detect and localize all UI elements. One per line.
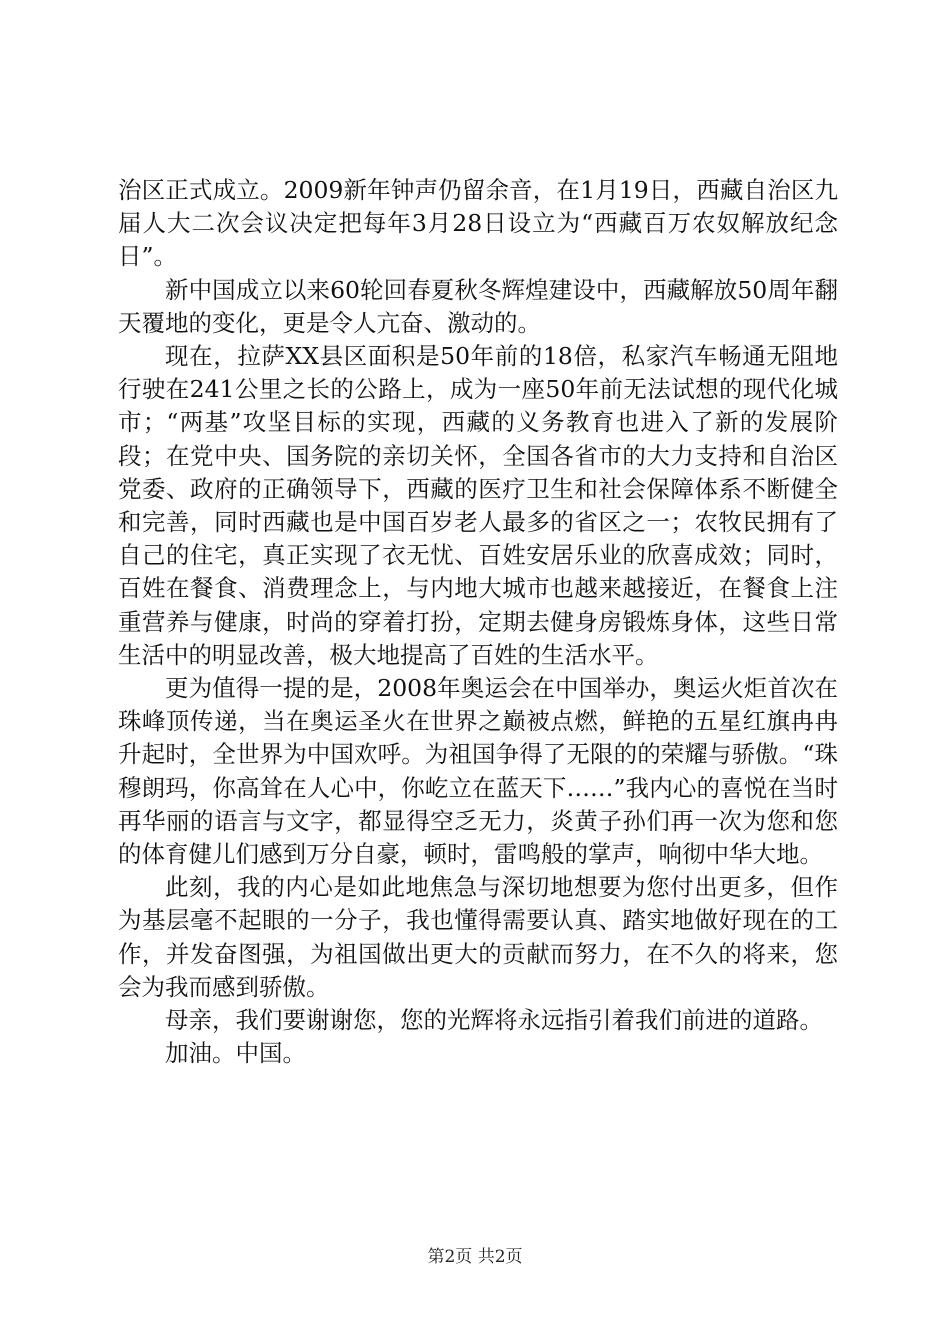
paragraph-6: 母亲，我们要谢谢您，您的光辉将永远指引着我们前进的道路。	[165, 1006, 823, 1035]
paragraph-2: 新中国成立以来60轮回春夏秋冬辉煌建设中，西藏解放50周年翻天覆地的变化，更是令人亢奋、激动的。	[118, 275, 838, 337]
page-footer: 第2页 共2页	[427, 1247, 523, 1267]
paragraph-3: 现在，拉萨XX县区面积是50年前的18倍，私家汽车畅通无阻地行驶在241公里之长的公路上，成为一座50年前无法试想的现代化城市；“两基”攻坚目标的实现，西藏的义务教育也进入了新的发展阶段；在党中央、国务院的亲切关怀，全国各省市的大力支持和自治区党委、政府的正确领导下，西藏的医疗卫生和社会保障体系不断健全和完善，同时西藏也是中国百岁老人最多的省区之一；农牧民拥有了自己的住宅，真正实现了衣无忧、百姓安居乐业的欣喜成效；同时，百姓在餐食、消费理念上，与内地大城市也越来越接近，在餐食上注重营养与健康，时尚的穿着打扮，定期去健身房锻炼身体，这些日常生活中的明显改善，极大地提高了百姓的生活水平。	[118, 342, 838, 669]
document-body	[118, 174, 838, 1070]
paragraph-5: 此刻，我的内心是如此地焦急与深切地想要为您付出更多，但作为基层毫不起眼的一分子，我也懂得需要认真、踏实地做好现在的工作，并发奋图强，为祖国做出更大的贡献而努力，在不久的将来，您会为我而感到骄傲。	[118, 873, 838, 1001]
paragraph-4: 更为值得一提的是，2008年奥运会在中国举办，奥运火炬首次在珠峰顶传递，当在奥运圣火在世界之巅被点燃，鲜艳的五星红旗冉冉升起时，全世界为中国欢呼。为祖国争得了无限的的荣耀与骄傲。“珠穆朗玛，你高耸在人心中，你屹立在蓝天下……”我内心的喜悦在当时再华丽的语言与文字，都显得空乏无力，炎黄子孙们再一次为您和您的体育健儿们感到万分自豪，顿时，雷鸣般的掌声，响彻中华大地。	[118, 674, 838, 869]
paragraph-1: 治区正式成立。2009新年钟声仍留余音，在1月19日，西藏自治区九届人大二次会议决定把每年3月28日设立为“西藏百万农奴解放纪念日”。	[118, 176, 838, 271]
paragraph-7: 加油。中国。	[165, 1039, 306, 1068]
